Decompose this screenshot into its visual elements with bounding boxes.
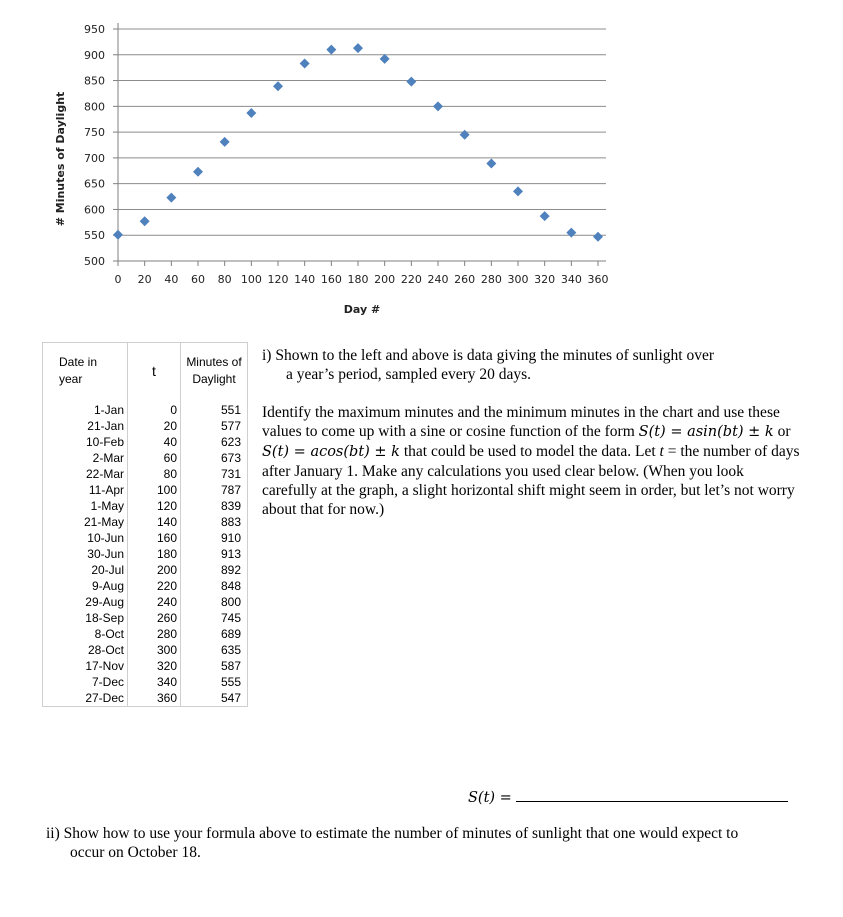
minutes-header-line2: Daylight (192, 372, 236, 386)
daylight-data-table (42, 342, 248, 707)
x-tick-label: 40 (164, 273, 179, 286)
date-header-line2: year (59, 372, 83, 386)
date-cell: 20-Jul (43, 562, 128, 578)
date-header-line1: Date in (59, 355, 98, 369)
date-cell: 11-Apr (43, 482, 128, 498)
x-tick-label: 0 (114, 273, 122, 286)
date-cell: 18-Sep (43, 610, 128, 626)
t-cell: 120 (128, 498, 181, 514)
data-point (140, 216, 150, 226)
x-tick-labels (115, 273, 609, 286)
t-cell: 180 (128, 546, 181, 562)
date-cell: 21-May (43, 514, 128, 530)
y-tick-label: 750 (84, 126, 105, 140)
date-cell: 1-May (43, 498, 128, 514)
table-row (43, 546, 248, 562)
t-cell: 200 (128, 562, 181, 578)
y-tick-label: 850 (84, 74, 105, 88)
question-1-label: i) (262, 347, 272, 364)
y-tick-label: 700 (84, 151, 105, 165)
x-tick-label: 80 (217, 273, 232, 286)
minutes-cell: 673 (181, 450, 248, 466)
y-axis-title: # Minutes of Daylight (54, 91, 67, 227)
data-point (593, 232, 603, 242)
t-cell: 280 (128, 626, 181, 642)
x-axis-title: Day # (343, 303, 381, 316)
t-cell: 20 (128, 418, 181, 434)
data-point (566, 228, 576, 238)
chart-gridlines (118, 29, 606, 235)
t-cell: 260 (128, 610, 181, 626)
date-cell: 29-Aug (43, 594, 128, 610)
instructions-or: or (773, 423, 791, 440)
minutes-cell: 787 (181, 482, 248, 498)
x-tick-label: 360 (587, 273, 609, 286)
question-2 (46, 824, 816, 862)
date-cell: 28-Oct (43, 642, 128, 658)
table-body (43, 399, 248, 707)
instructions-part1: Identify the maximum minutes and the minimum minutes in the chart and use these values to come up with a sine or cosine function of the form (262, 404, 780, 440)
answer-blank-line[interactable] (516, 787, 788, 802)
minutes-cell: 577 (181, 418, 248, 434)
minutes-cell: 731 (181, 466, 248, 482)
data-point (193, 167, 203, 177)
x-tick-label: 60 (191, 273, 205, 286)
data-point (326, 45, 336, 55)
data-point (540, 211, 550, 221)
variable-t: t (659, 443, 664, 460)
minutes-cell: 587 (181, 658, 248, 674)
date-cell: 10-Jun (43, 530, 128, 546)
cosine-formula: S(t) = acos(bt) ± k (262, 444, 400, 460)
t-cell: 80 (128, 466, 181, 482)
t-cell: 360 (128, 690, 181, 707)
date-cell: 27-Dec (43, 690, 128, 707)
y-tick-label: 600 (84, 203, 105, 217)
t-cell: 160 (128, 530, 181, 546)
t-cell: 0 (128, 402, 181, 418)
table-row (43, 498, 248, 514)
minutes-cell: 910 (181, 530, 248, 546)
data-point (246, 108, 256, 118)
y-tick-label: 800 (84, 100, 105, 114)
data-point (406, 77, 416, 87)
y-tick-label: 650 (84, 177, 105, 191)
x-tick-label: 340 (560, 273, 582, 286)
data-point (433, 101, 443, 111)
x-tick-label: 320 (534, 273, 556, 286)
table-row (43, 610, 248, 626)
x-tick-label: 180 (347, 273, 369, 286)
x-tick-label: 280 (480, 273, 502, 286)
table-row (43, 450, 248, 466)
x-tick-label: 240 (427, 273, 449, 286)
minutes-cell: 892 (181, 562, 248, 578)
data-point (273, 81, 283, 91)
instructions-part3: = the number of days after January 1. Make any calculations you used clear below. (When you look carefully at the graph, a slight horizontal shift might seem in order, but let’s not worry about that for now.) (262, 443, 800, 518)
minutes-cell: 547 (181, 690, 248, 707)
question-1-line2: a year’s period, sampled every 20 days. (286, 366, 532, 383)
table-row (43, 594, 248, 610)
data-point (486, 159, 496, 169)
t-cell: 220 (128, 578, 181, 594)
x-tick-label: 100 (240, 273, 262, 286)
data-point (460, 130, 470, 140)
table-row (43, 402, 248, 418)
minutes-cell: 848 (181, 578, 248, 594)
x-tick-label: 160 (320, 273, 342, 286)
date-cell: 9-Aug (43, 578, 128, 594)
data-point (380, 54, 390, 64)
minutes-cell: 635 (181, 642, 248, 658)
table-row (43, 642, 248, 658)
table-row (43, 434, 248, 450)
x-tick-label: 120 (267, 273, 289, 286)
date-cell: 2-Mar (43, 450, 128, 466)
question-1-instructions (262, 403, 802, 519)
x-tick-label: 220 (400, 273, 422, 286)
answer-label: S(t) = (468, 790, 512, 806)
table-row (43, 562, 248, 578)
data-point (353, 43, 363, 53)
t-cell: 240 (128, 594, 181, 610)
table-row (43, 578, 248, 594)
table-header-row (43, 343, 248, 400)
t-cell: 60 (128, 450, 181, 466)
table-row (43, 514, 248, 530)
date-cell: 8-Oct (43, 626, 128, 642)
date-cell: 30-Jun (43, 546, 128, 562)
question-1-line1: Shown to the left and above is data giving the minutes of sunlight over (275, 347, 715, 364)
t-cell: 40 (128, 434, 181, 450)
date-cell: 21-Jan (43, 418, 128, 434)
table-row (43, 482, 248, 498)
sine-formula: S(t) = asin(bt) ± k (638, 424, 774, 440)
y-tick-label: 900 (84, 48, 105, 62)
question-2-label: ii) (46, 825, 60, 842)
x-tick-label: 140 (294, 273, 316, 286)
minutes-cell: 623 (181, 434, 248, 450)
data-point (220, 137, 230, 147)
data-point (513, 186, 523, 196)
table-row (43, 674, 248, 690)
minutes-header-line1: Minutes of (186, 355, 242, 369)
data-point (113, 230, 123, 240)
date-cell: 7-Dec (43, 674, 128, 690)
question-1 (262, 346, 822, 384)
t-cell: 300 (128, 642, 181, 658)
date-cell: 1-Jan (43, 402, 128, 418)
minutes-cell: 689 (181, 626, 248, 642)
table-row (43, 658, 248, 674)
x-tick-label: 300 (507, 273, 529, 286)
minutes-cell: 883 (181, 514, 248, 530)
minutes-cell: 745 (181, 610, 248, 626)
question-2-line1: Show how to use your formula above to estimate the number of minutes of sunlight that one would expect to (63, 825, 739, 842)
minutes-cell: 800 (181, 594, 248, 610)
y-tick-label: 500 (84, 255, 105, 268)
minutes-cell: 913 (181, 546, 248, 562)
date-cell: 10-Feb (43, 434, 128, 450)
data-point (300, 59, 310, 69)
table-row (43, 626, 248, 642)
date-cell: 22-Mar (43, 466, 128, 482)
date-cell: 17-Nov (43, 658, 128, 674)
chart-axes (113, 23, 606, 266)
data-point (166, 193, 176, 203)
minutes-cell: 551 (181, 402, 248, 418)
y-tick-label: 950 (84, 23, 105, 36)
t-cell: 320 (128, 658, 181, 674)
t-cell: 140 (128, 514, 181, 530)
date-column-header (43, 343, 128, 400)
y-tick-labels (84, 23, 105, 268)
table-row (43, 690, 248, 707)
answer-row (468, 787, 788, 807)
t-column-header: t (128, 343, 181, 400)
table-row (43, 530, 248, 546)
question-2-line2: occur on October 18. (70, 844, 201, 861)
t-cell: 100 (128, 482, 181, 498)
instructions-part2: that could be used to model the data. Let (399, 443, 660, 460)
table-row (43, 466, 248, 482)
data-points (113, 43, 603, 242)
minutes-cell: 555 (181, 674, 248, 690)
t-cell: 340 (128, 674, 181, 690)
minutes-column-header (181, 343, 248, 400)
daylight-scatter-chart (0, 0, 843, 330)
minutes-cell: 839 (181, 498, 248, 514)
x-tick-label: 260 (454, 273, 476, 286)
table-row (43, 418, 248, 434)
x-tick-label: 20 (137, 273, 152, 286)
x-tick-label: 200 (374, 273, 396, 286)
y-tick-label: 550 (84, 229, 105, 243)
